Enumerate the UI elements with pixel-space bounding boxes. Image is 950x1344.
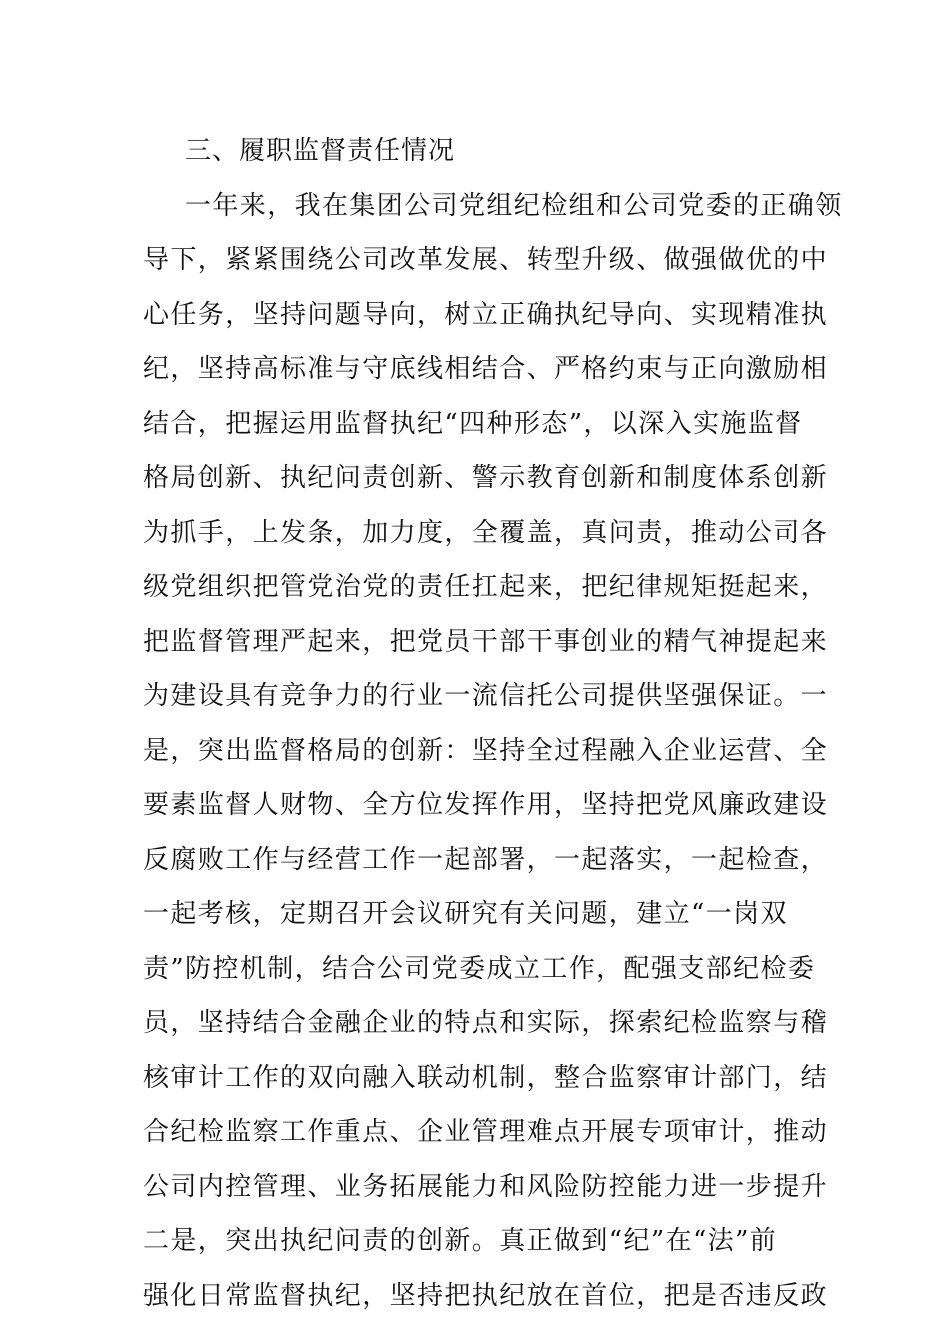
paragraph-line: 把监督管理严起来，把党员干部干事创业的精气神提起来	[143, 626, 829, 657]
paragraph-line: 强化日常监督执纪，坚持把执纪放在首位，把是否违反政	[143, 1280, 829, 1311]
paragraph-line: 要素监督人财物、全方位发挥作用，坚持把党风廉政建设	[143, 790, 829, 820]
paragraph-line: 为抓手，上发条，加力度，全覆盖，真问责，推动公司各	[143, 517, 829, 548]
paragraph-line: 导下，紧紧围绕公司改革发展、转型升级、做强做优的中	[143, 245, 829, 275]
paragraph-line: 合纪检监察工作重点、企业管理难点开展专项审计，推动	[143, 1117, 829, 1147]
paragraph-line: 二是，突出执纪问责的创新。真正做到“纪”在“法”前	[143, 1226, 778, 1256]
paragraph-line: 结合，把握运用监督执纪“四种形态”，以深入实施监督	[143, 408, 803, 439]
paragraph-line: 员，坚持结合金融企业的特点和实际，探索纪检监察与稽	[143, 1008, 829, 1038]
document-body	[143, 124, 843, 1323]
section-heading: 三、履职监督责任情况	[185, 136, 456, 166]
paragraph-line: 心任务，坚持问题导向，树立正确执纪导向、实现精准执	[143, 299, 829, 330]
paragraph-line: 公司内控管理、业务拓展能力和风险防控能力进一步提升	[143, 1171, 829, 1202]
paragraph-line: 责”防控机制，结合公司党委成立工作，配强支部纪检委	[143, 953, 816, 984]
paragraph-line: 一年来，我在集团公司党组纪检组和公司党委的正确领	[185, 190, 843, 221]
paragraph-line: 级党组织把管党治党的责任扛起来，把纪律规矩挺起来，	[143, 572, 829, 602]
paragraph-line: 为建设具有竞争力的行业一流信托公司提供坚强保证。一	[143, 681, 829, 711]
paragraph-line: 反腐败工作与经营工作一起部署，一起落实，一起检查，	[143, 844, 829, 875]
paragraph-line: 核审计工作的双向融入联动机制，整合监察审计部门，结	[143, 1062, 829, 1093]
paragraph-line: 一起考核，定期召开会议研究有关问题，建立“一岗双	[143, 899, 788, 929]
paragraph-line: 是，突出监督格局的创新：坚持全过程融入企业运营、全	[143, 735, 829, 766]
paragraph-line: 格局创新、执纪问责创新、警示教育创新和制度体系创新	[143, 463, 829, 493]
paragraph-line: 纪，坚持高标准与守底线相结合、严格约束与正向激励相	[143, 354, 829, 384]
